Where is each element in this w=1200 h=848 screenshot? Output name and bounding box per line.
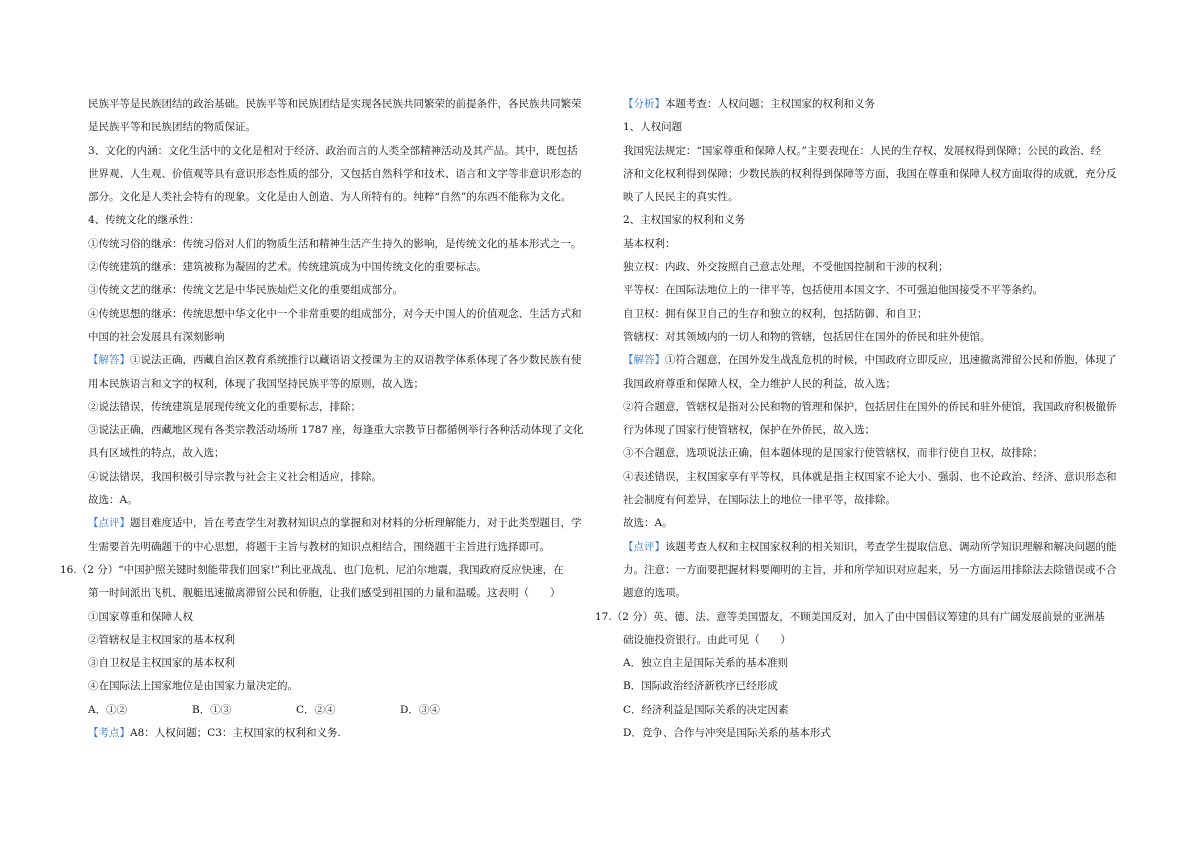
text-line: 故选：A。: [623, 517, 673, 530]
analysis-line: [623, 93, 1133, 116]
q16-item: ④在国际法上国家地位是由国家力量决定的。: [88, 680, 298, 693]
text-line: ④说法错误，我国积极引导宗教与社会主义社会相适应，排除。: [88, 470, 382, 483]
text-line: 第一时间派出飞机、舰艇迅速撤离滞留公民和侨胞，让我们感受到祖国的力量和温暖。这表明（ ）: [88, 587, 561, 600]
q16-item: ③自卫权是主权国家的基本权利: [88, 657, 235, 670]
question-16-stem: 16.（2 分）“中国护照关键时刻能带我们回家!”利比亚战乱、也门危机、尼泊尔地震，我国政府反应快速，在: [60, 563, 564, 576]
text-line: ③说法正确，西藏地区现有各类宗教活动场所 1787 座，每逢重大宗教节日都循例举行各种活动体现了文化: [88, 424, 583, 437]
comment-line: [88, 512, 583, 535]
text-line: 行为体现了国家行使管辖权，保护在外侨民，故入选；: [623, 424, 875, 437]
q17-option-b: B．国际政治经济新秩序已经形成: [623, 680, 778, 693]
q16-option-a: A．①②: [88, 703, 128, 716]
answer-text: ①符合题意，在国外发生战乱危机的时候，中国政府立即反应，迅速撤离滞留公民和侨胞，体现了: [665, 354, 1117, 367]
text-line: 用本民族语言和文字的权利，体现了我国坚持民族平等的原则，故入选；: [88, 377, 424, 390]
text-line: 世界观、人生观、价值观等具有意识形态性质的部分，又包括自然科学和技术、语言和文字等非意识形态的: [88, 167, 582, 180]
analysis-tag: 【分析】: [623, 98, 665, 110]
text-line: 生需要首先明确题干的中心思想，将题干主旨与教材的知识点相结合，围绕题干主旨进行选择即可。: [88, 540, 550, 553]
answer-tag: 【解答】: [623, 354, 665, 367]
text-line: 社会制度有何差异，在国际法上的地位一律平等，故排除。: [623, 494, 896, 507]
text-line: 是民族平等和民族团结的物质保证。: [88, 121, 256, 134]
comment-text: 题目难度适中，旨在考查学生对教材知识点的掌握和对材料的分析理解能力，对于此类型题目，学: [130, 517, 582, 530]
text-line: ③不合题意，选项说法正确，但本题体现的是国家行使管辖权，而非行使自卫权，故排除；: [623, 447, 1043, 460]
text-line: 础设施投资银行。由此可见（ ）: [623, 633, 791, 646]
text-line: ③传统文艺的继承：传统文艺是中华民族灿烂文化的重要组成部分。: [88, 284, 403, 297]
text-line: 题意的选项。: [623, 587, 686, 600]
q16-option-c: C．②④: [296, 703, 336, 716]
text-line: ①传统习俗的继承：传统习俗对人们的物质生活和精神生活产生持久的影响，是传统文化的基本形式之一。: [88, 237, 582, 250]
text-line: 3、文化的内涵：文化生活中的文化是相对于经济、政治而言的人类全部精神活动及其产品。其中，既包括: [88, 144, 578, 157]
right-column: [595, 93, 1133, 745]
text-line: 管辖权：对其领域内的一切人和物的管辖，包括居住在国外的侨民和驻外使馆。: [623, 330, 991, 343]
text-line: 力。注意：一方面要把握材料要阐明的主旨，并和所学知识对应起来，另一方面运用排除法去除错误或不合: [623, 563, 1117, 576]
answer-line: [623, 349, 1133, 372]
point-tag: 【考点】: [88, 727, 130, 740]
q16-item: ①国家尊重和保障人权: [88, 610, 193, 623]
text-line: 我国宪法规定：“国家尊重和保障人权。”主要表现在：人民的生存权、发展权得到保障；公民的政治、经: [623, 144, 1101, 157]
q16-options: [88, 699, 583, 722]
analysis-text: 本题考查：人权问题；主权国家的权利和义务: [665, 98, 875, 110]
text-line: 平等权：在国际法地位上的一律平等，包括使用本国文字、不可强迫他国接受不平等条约。: [623, 284, 1043, 297]
answer-text: ①说法正确，西藏自治区教育系统推行以藏语语文授课为主的双语教学体系体现了各少数民族有使: [130, 354, 582, 367]
text-line: ④传统思想的继承：传统思想中华文化中一个非常重要的组成部分，对今天中国人的价值观念、生活方式和: [88, 307, 582, 320]
left-column: [60, 93, 583, 745]
text-line: 济和文化权利得到保障；少数民族的权利得到保障等方面，我国在尊重和保障人权方面取得的成就，充分反: [623, 167, 1117, 180]
text-line: ②说法错误，传统建筑是展现传统文化的重要标志，排除；: [88, 400, 361, 413]
point-text: A8：人权问题；C3：主权国家的权利和义务.: [130, 727, 341, 740]
answer-line: [88, 349, 583, 372]
q16-item: ②管辖权是主权国家的基本权利: [88, 633, 235, 646]
comment-text: 该题考查人权和主权国家权利的相关知识，考查学生提取信息、调动所学知识理解和解决问题的能: [665, 540, 1117, 553]
comment-line: [623, 536, 1133, 559]
q17-option-a: A．独立自主是国际关系的基本准则: [623, 657, 789, 670]
text-line: 具有区域性的特点，故入选；: [88, 447, 225, 460]
text-line: 自卫权：拥有保卫自己的生存和独立的权利，包括防御、和自卫；: [623, 307, 928, 320]
text-line: 2、主权国家的权利和义务: [623, 214, 746, 227]
text-line: 部分。文化是人类社会特有的现象。文化是由人创造、为人所特有的。纯粹“自然”的东西不能称为文化。: [88, 191, 572, 204]
text-line: 映了人民民主的真实性。: [623, 191, 739, 204]
q16-option-d: D．③④: [400, 703, 440, 716]
text-line: 我国政府尊重和保障人权，全力维护人民的利益，故入选；: [623, 377, 896, 390]
q17-option-c: C．经济利益是国际关系的决定因素: [623, 703, 789, 716]
text-line: 独立权：内政、外交按照自己意志处理，不受他国控制和干涉的权利；: [623, 261, 949, 274]
text-line: 故选：A。: [88, 494, 138, 507]
point-line: [88, 722, 583, 745]
q17-option-d: D．竞争、合作与冲突是国际关系的基本形式: [623, 727, 831, 740]
text-line: ②传统建筑的继承：建筑被称为凝固的艺术。传统建筑成为中国传统文化的重要标志。: [88, 261, 487, 274]
text-line: 基本权利：: [623, 237, 676, 250]
comment-tag: 【点评】: [623, 540, 665, 553]
text-line: 民族平等是民族团结的政治基础。民族平等和民族团结是实现各民族共同繁荣的前提条件，各民族共同繁荣: [88, 98, 582, 110]
question-17-stem: 17.（2 分）英、德、法、意等美国盟友，不顾美国反对，加入了由中国倡议筹建的具有广阔发展前景的亚洲基: [595, 610, 1105, 623]
q16-option-b: B．①③: [192, 703, 232, 716]
comment-tag: 【点评】: [88, 517, 130, 530]
text-line: 中国的社会发展具有深刻影响: [88, 330, 225, 343]
text-line: 1、人权问题: [623, 121, 683, 134]
text-line: ②符合题意，管辖权是指对公民和物的管理和保护，包括居住在国外的侨民和驻外使馆，我国政府积极撤侨: [623, 400, 1117, 413]
text-line: 4、传统文化的继承性：: [88, 214, 200, 227]
answer-tag: 【解答】: [88, 354, 130, 367]
text-line: ④表述错误，主权国家享有平等权，具体就是指主权国家不论大小、强弱、也不论政治、经济、意识形态和: [623, 470, 1117, 483]
